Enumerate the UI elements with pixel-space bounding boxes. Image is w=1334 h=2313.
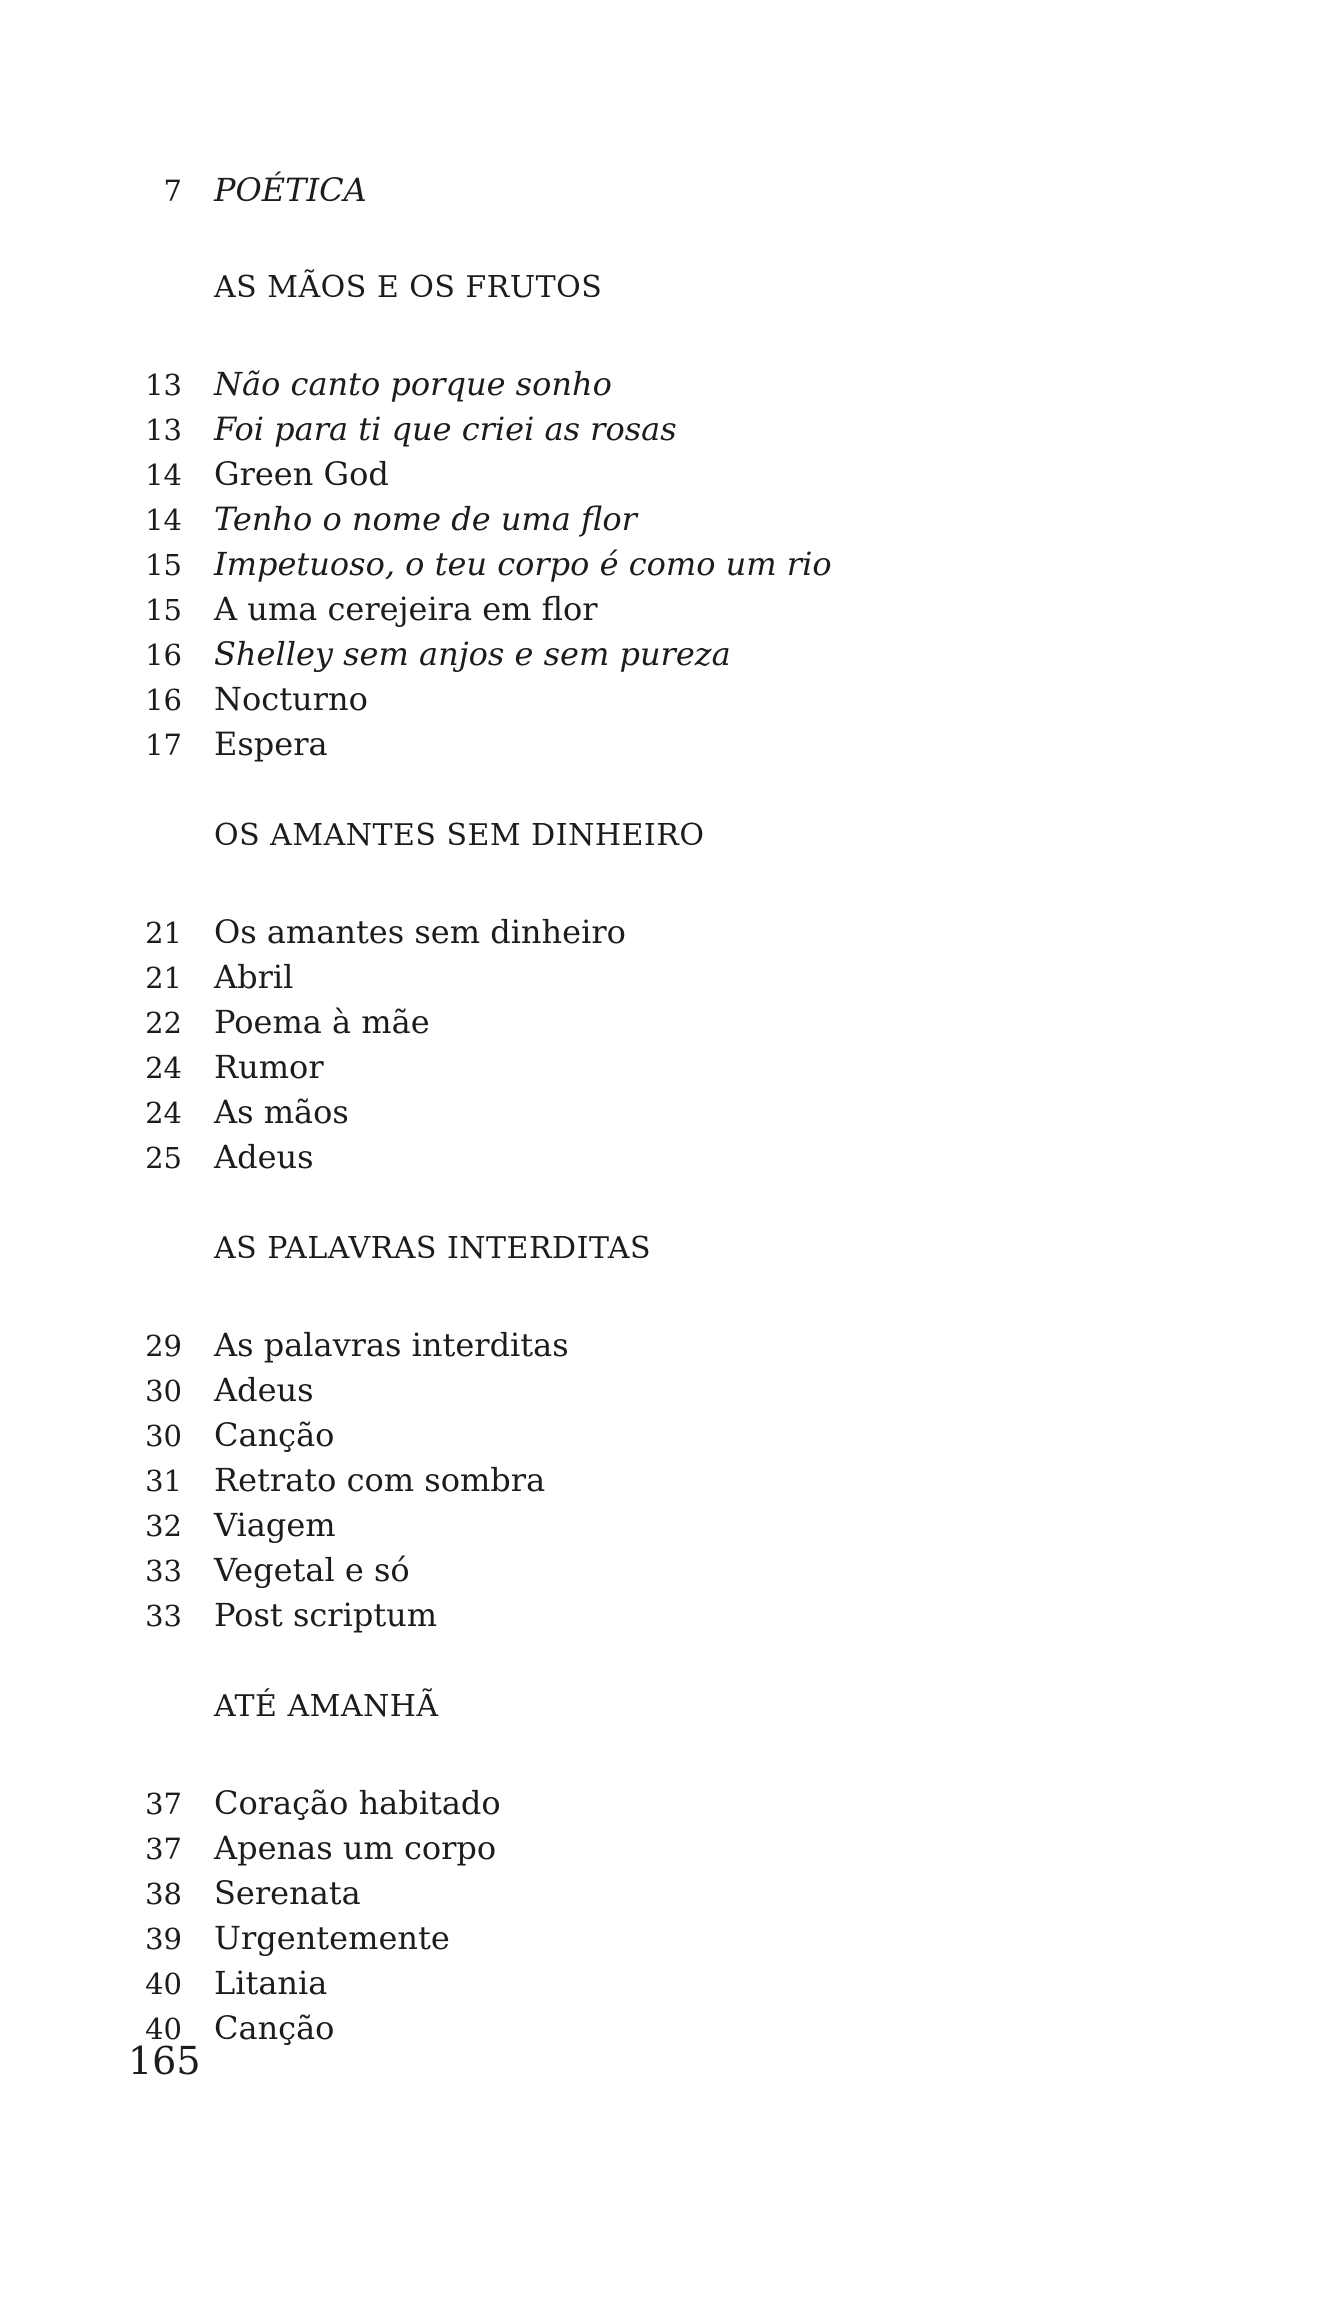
toc-entry [110,542,1210,587]
toc-entry [110,497,1210,542]
section-heading [110,1684,1210,1729]
section-heading-text: AS MÃOS E OS FRUTOS [214,270,603,305]
toc-title: Poema à mãe [214,1003,430,1041]
toc-page-number: 40 [145,2012,182,2046]
toc-entry [110,1413,1210,1458]
toc-page-number: 29 [145,1329,182,1363]
toc-page-number: 24 [145,1051,182,1085]
toc-title: A uma cerejeira em flor [214,590,598,628]
toc-title: Nocturno [214,680,368,718]
section-heading-text: OS AMANTES SEM DINHEIRO [214,818,705,853]
toc-entry [110,452,1210,497]
toc-page-number: 16 [145,638,182,672]
toc-title: Abril [214,958,294,996]
section-heading [110,1226,1210,1271]
toc-page-number: 21 [145,961,182,995]
toc-page-number: 37 [145,1787,182,1821]
toc-page-number: 17 [145,728,182,762]
toc-title: As palavras interditas [214,1326,569,1364]
toc-page-number: 40 [145,1967,182,2001]
toc-title: Adeus [214,1138,314,1176]
toc-page-number: 14 [145,458,182,492]
toc-page-number: 13 [145,368,182,402]
toc-title: Urgentemente [214,1919,450,1957]
toc-page-number: 7 [163,174,182,208]
toc-title: Litania [214,1964,328,2002]
toc-page-number: 30 [145,1374,182,1408]
toc-entry-intro [110,168,1210,213]
toc-title: Shelley sem anjos e sem pureza [214,635,731,673]
toc-page-number: 24 [145,1096,182,1130]
table-of-contents [110,168,1210,2051]
toc-title: Serenata [214,1874,361,1912]
toc-page-number: 33 [145,1554,182,1588]
toc-title: Apenas um corpo [214,1829,497,1867]
toc-entry [110,1458,1210,1503]
toc-page-number: 25 [145,1141,182,1175]
toc-title: Vegetal e só [214,1551,410,1589]
toc-sections [110,265,1210,2051]
toc-entry [110,632,1210,677]
toc-entry [110,1781,1210,1826]
toc-title: Viagem [214,1506,336,1544]
toc-page-number: 14 [145,503,182,537]
toc-entry [110,407,1210,452]
toc-entry [110,910,1210,955]
toc-title: Não canto porque sonho [214,365,612,403]
toc-entry [110,1368,1210,1413]
toc-entry [110,677,1210,722]
toc-title: Tenho o nome de uma flor [214,500,637,538]
toc-page-number: 37 [145,1832,182,1866]
toc-entry [110,1826,1210,1871]
toc-entry [110,1045,1210,1090]
toc-title: Post scriptum [214,1596,438,1634]
toc-entry [110,1323,1210,1368]
toc-page-number: 32 [145,1509,182,1543]
toc-entry [110,1593,1210,1638]
section-heading [110,265,1210,310]
toc-title: Green God [214,455,389,493]
section-heading [110,813,1210,858]
toc-entry [110,1548,1210,1593]
toc-title: Impetuoso, o teu corpo é como um rio [214,545,832,583]
toc-page-number: 39 [145,1922,182,1956]
toc-title: POÉTICA [214,171,367,209]
toc-entry [110,1135,1210,1180]
toc-entry [110,587,1210,632]
toc-page-number: 21 [145,916,182,950]
toc-entry [110,1871,1210,1916]
section-heading-text: ATÉ AMANHÃ [214,1689,439,1724]
toc-entry [110,955,1210,1000]
toc-page-number: 33 [145,1599,182,1633]
toc-entry [110,362,1210,407]
toc-entry [110,1916,1210,1961]
toc-entry [110,1090,1210,1135]
toc-entry [110,1000,1210,1045]
toc-title: Espera [214,725,328,763]
toc-page-number: 16 [145,683,182,717]
toc-page-number: 15 [145,593,182,627]
toc-entry [110,722,1210,767]
toc-title: Adeus [214,1371,314,1409]
toc-page-number: 13 [145,413,182,447]
toc-page-number: 31 [145,1464,182,1498]
toc-page-number: 38 [145,1877,182,1911]
toc-title: Retrato com sombra [214,1461,546,1499]
toc-page-number: 22 [145,1006,182,1040]
page-number: 165 [128,2039,201,2083]
toc-title: As mãos [214,1093,349,1131]
toc-title: Canção [214,1416,335,1454]
toc-entry [110,1961,1210,2006]
toc-page-number: 15 [145,548,182,582]
toc-entry [110,1503,1210,1548]
section-heading-text: AS PALAVRAS INTERDITAS [214,1231,652,1266]
toc-entry [110,2006,1210,2051]
toc-title: Rumor [214,1048,324,1086]
toc-title: Canção [214,2009,335,2047]
toc-title: Os amantes sem dinheiro [214,913,626,951]
toc-page-number: 30 [145,1419,182,1453]
toc-title: Foi para ti que criei as rosas [214,410,677,448]
toc-title: Coração habitado [214,1784,501,1822]
